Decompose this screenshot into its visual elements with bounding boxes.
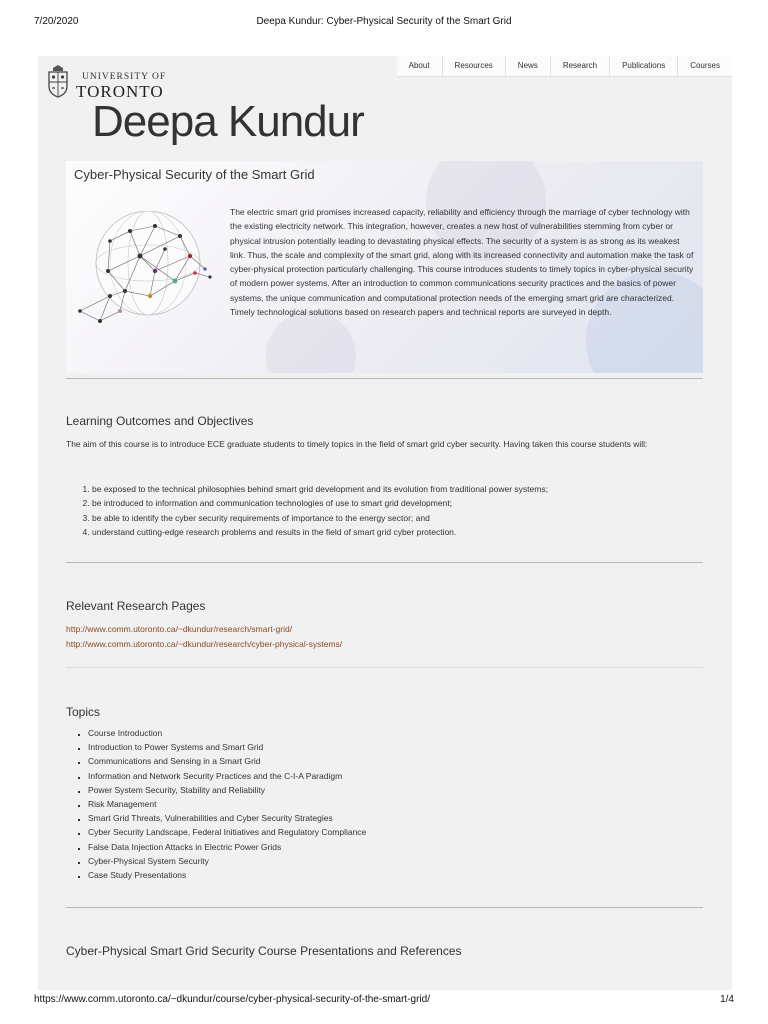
section-divider bbox=[66, 378, 703, 379]
nav-resources[interactable]: Resources bbox=[442, 56, 505, 76]
list-item: ▪ Cyber-Physical System Security bbox=[88, 854, 688, 868]
list-item: ▪ Course Introduction bbox=[88, 726, 688, 740]
topics-list bbox=[66, 726, 688, 882]
nav-research[interactable]: Research bbox=[550, 56, 609, 76]
learning-outcomes-list bbox=[66, 482, 712, 540]
research-link-smart-grid[interactable]: http://www.comm.utoronto.ca/~dkundur/research/smart-grid/ bbox=[66, 624, 293, 634]
print-header bbox=[0, 16, 768, 30]
course-title: Cyber-Physical Security of the Smart Grid bbox=[74, 167, 315, 182]
print-title: Deepa Kundur: Cyber-Physical Security of the Smart Grid bbox=[256, 16, 512, 27]
logo-line-1: UNIVERSITY OF bbox=[82, 72, 167, 82]
list-item: ▪ Information and Network Security Practices and the C-I-A Paradigm bbox=[88, 769, 688, 783]
site-title[interactable]: Deepa Kundur bbox=[92, 97, 364, 146]
course-description: The electric smart grid promises increased capacity, reliability and efficiency through the marriage of cyber technology with the existing electricity network. This integration, however, creates a new host of vulnerabilities stemming from cyber or physical intrusion potentially leading to devastating physical effects. The security of a system is as strong as its weakest link. Thus, the scale and complexity of the smart grid, along with its increased connectivity and automation make the task of cyber-physical protection particularly challenging. This course introduces students to timely topics in cyber-physical security of modern power systems. After an introduction to common communications security practices and the basics of power systems, the unique communication and computational protection needs of the emerging smart grid are characterized. Timely technological solutions based on research papers and technical reports are surveyed in depth. bbox=[230, 207, 694, 318]
learning-outcomes-intro: The aim of this course is to introduce ECE graduate students to timely topics in the field of smart grid cyber security. Having taken this course students will: bbox=[66, 439, 648, 449]
nav-courses[interactable]: Courses bbox=[677, 56, 732, 76]
list-item: ▪ Case Study Presentations bbox=[88, 868, 688, 882]
list-item: ▪ Risk Management bbox=[88, 797, 688, 811]
page-container bbox=[38, 56, 732, 990]
nav-publications[interactable]: Publications bbox=[609, 56, 677, 76]
print-footer bbox=[0, 994, 768, 1008]
list-item: 4. understand cutting-edge research problems and results in the field of smart grid cyber protection. bbox=[92, 525, 712, 539]
learning-outcomes-heading: Learning Outcomes and Objectives bbox=[66, 414, 254, 428]
print-date: 7/20/2020 bbox=[34, 16, 79, 27]
research-link-cyber-physical[interactable]: http://www.comm.utoronto.ca/~dkundur/research/cyber-physical-systems/ bbox=[66, 638, 343, 649]
list-item: ▪ Introduction to Power Systems and Smart Grid bbox=[88, 740, 688, 754]
topics-heading: Topics bbox=[66, 705, 101, 719]
section-divider bbox=[66, 907, 703, 908]
nav-about[interactable]: About bbox=[408, 61, 430, 70]
list-item: ▪ Power System Security, Stability and Reliability bbox=[88, 783, 688, 797]
list-item: 1. be exposed to the technical philosophies behind smart grid development and its evolution from traditional power systems; bbox=[92, 482, 712, 496]
university-crest-icon bbox=[46, 64, 70, 98]
list-item: 3. be able to identify the cyber security requirements of importance to the energy sector; and bbox=[92, 511, 712, 525]
list-item: ▪ Communications and Sensing in a Smart Grid bbox=[88, 754, 688, 768]
nav-news[interactable]: News bbox=[505, 56, 550, 76]
print-page-number: 1/4 bbox=[720, 994, 734, 1005]
course-banner bbox=[66, 161, 703, 373]
research-links bbox=[66, 622, 342, 651]
section-divider bbox=[66, 667, 703, 668]
list-item: ▪ Cyber Security Landscape, Federal Initiatives and Regulatory Compliance bbox=[88, 825, 688, 839]
main-nav bbox=[397, 56, 732, 77]
logo-line-2: TORONTO bbox=[76, 82, 164, 101]
banner-bokeh bbox=[266, 311, 356, 373]
list-item: 2. be introduced to information and communication technologies of use to smart grid development; bbox=[92, 496, 712, 510]
presentations-heading: Cyber-Physical Smart Grid Security Course Presentations and References bbox=[66, 944, 462, 958]
print-url: https://www.comm.utoronto.ca/~dkundur/course/cyber-physical-security-of-the-smart-grid/ bbox=[34, 994, 430, 1005]
network-globe-image bbox=[70, 211, 220, 336]
list-item: ▪ Smart Grid Threats, Vulnerabilities and Cyber Security Strategies bbox=[88, 811, 688, 825]
list-item: ▪ False Data Injection Attacks in Electric Power Grids bbox=[88, 840, 688, 854]
research-pages-heading: Relevant Research Pages bbox=[66, 599, 206, 613]
section-divider bbox=[66, 562, 703, 563]
